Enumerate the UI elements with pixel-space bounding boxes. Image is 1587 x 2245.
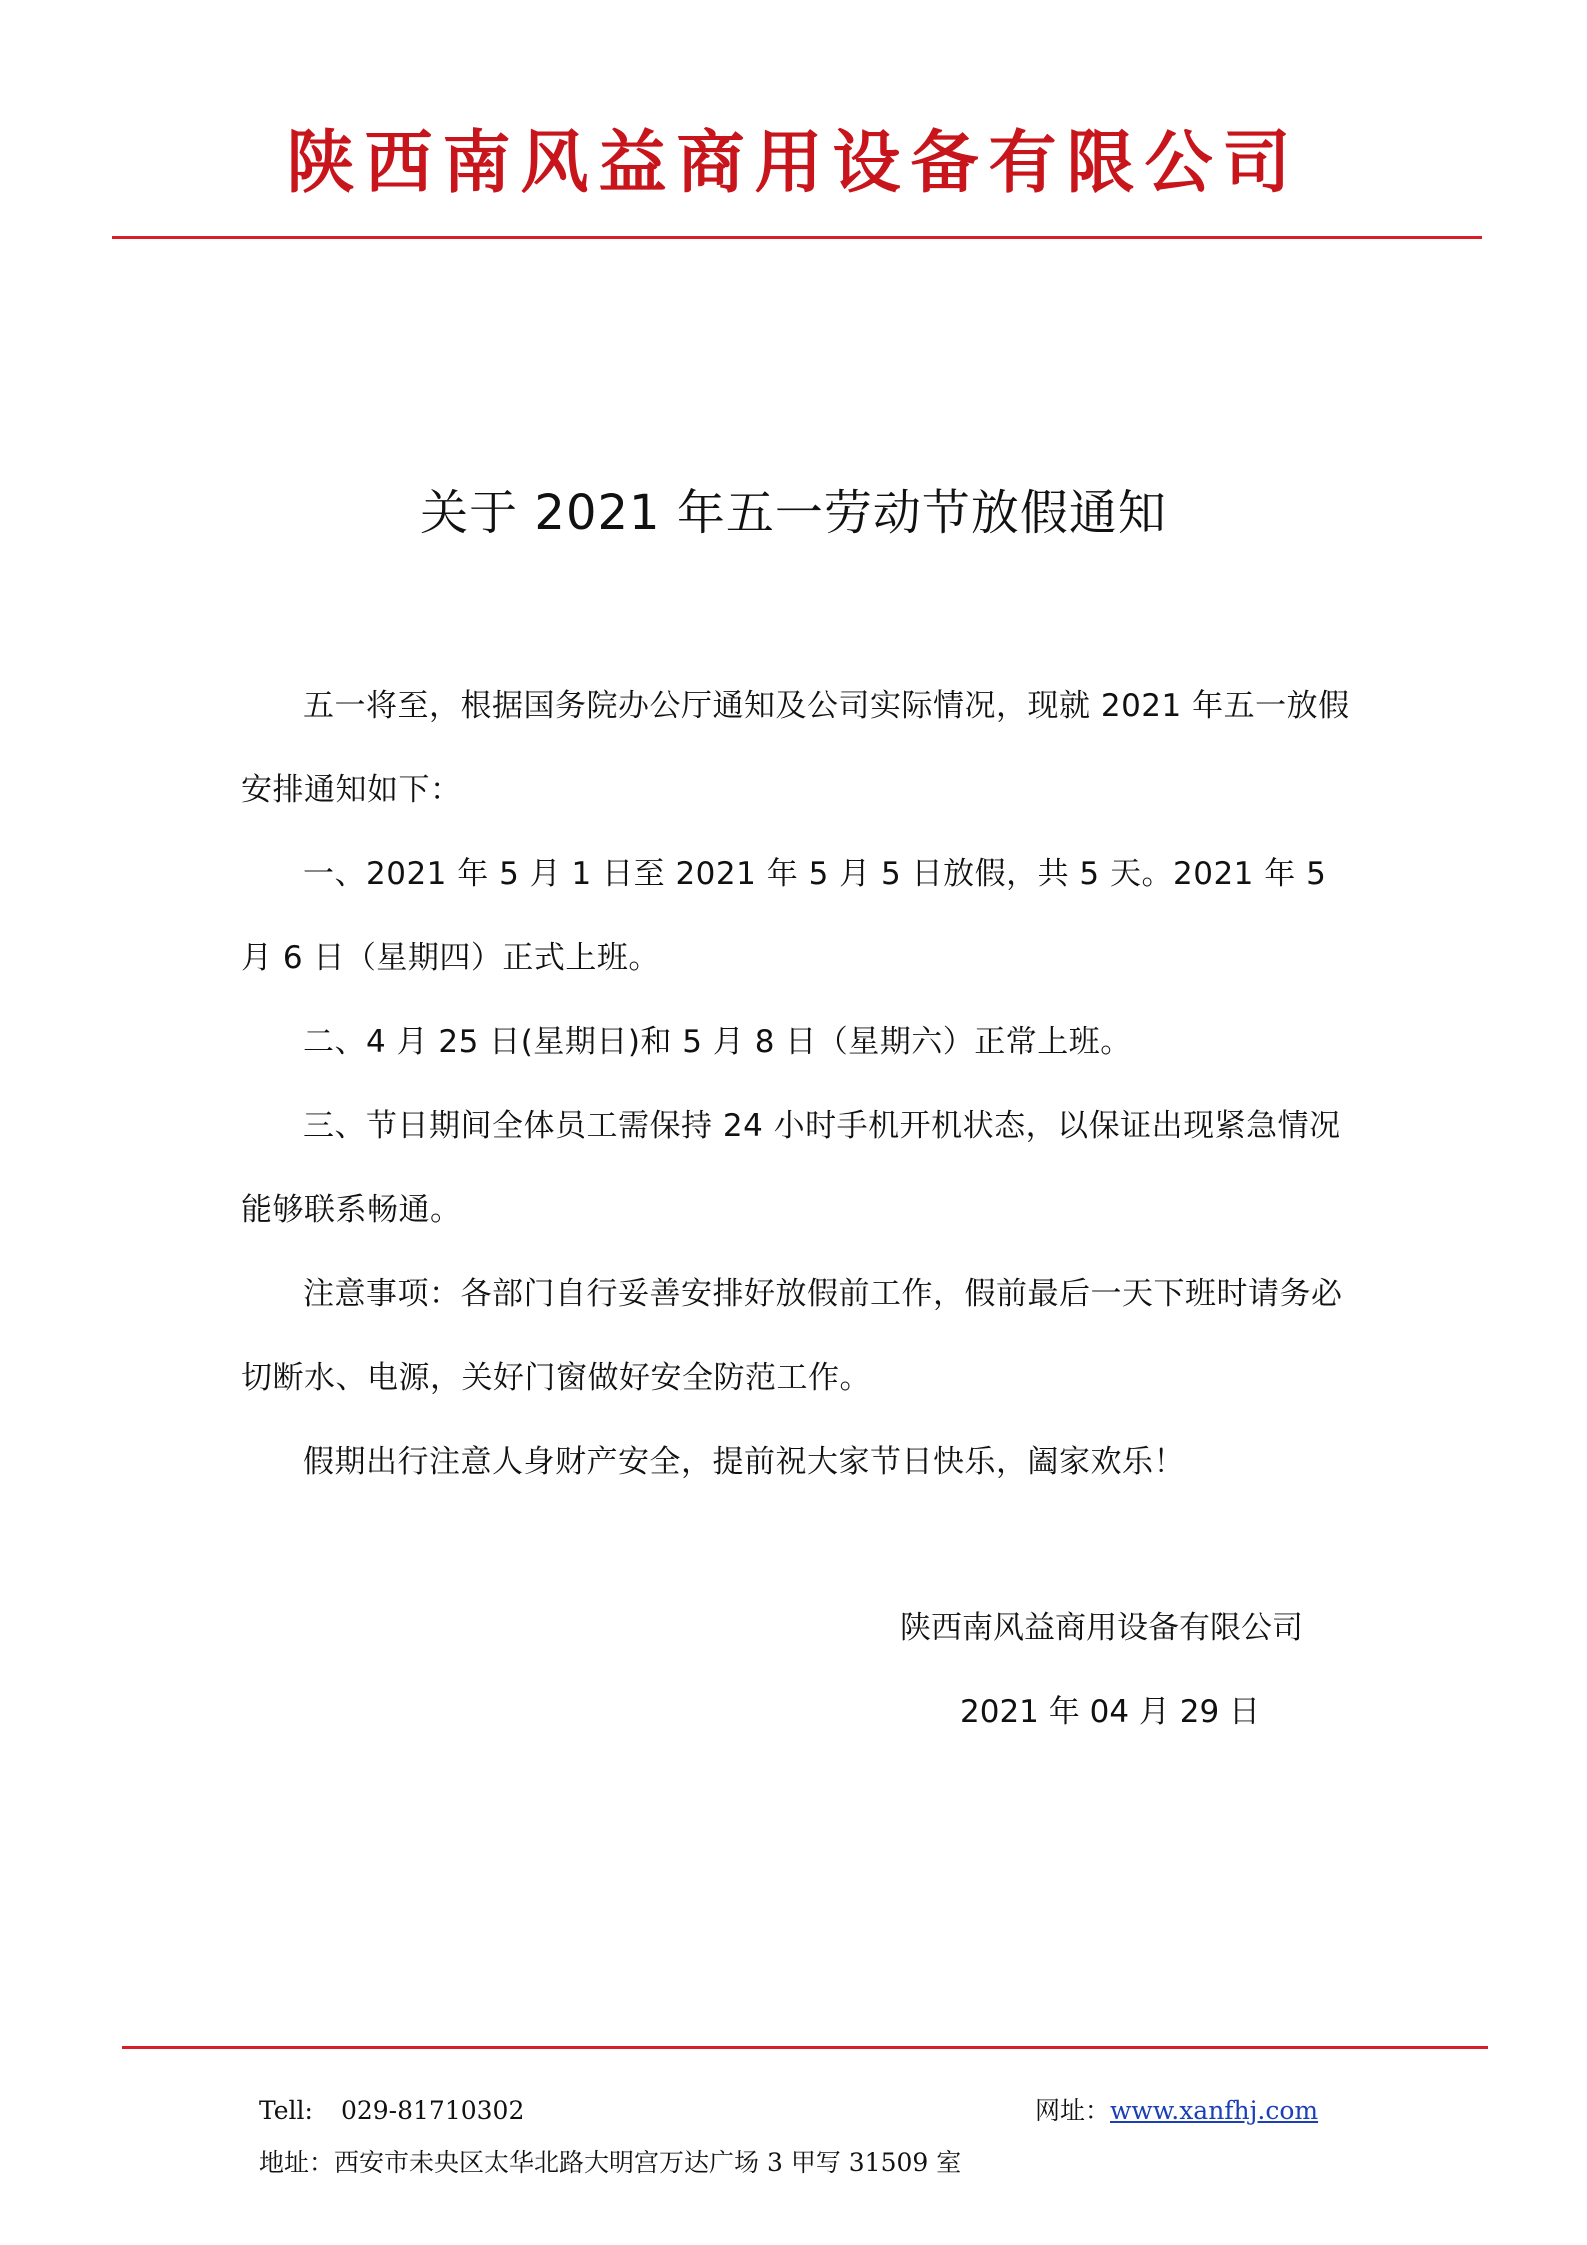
paragraph-item-2: 二、4 月 25 日(星期日)和 5 月 8 日（星期六）正常上班。 <box>303 1024 1132 1060</box>
footer-divider <box>122 2046 1488 2049</box>
phone-label: Tell: <box>259 2096 313 2125</box>
paragraph-notes: 注意事项：各部门自行妥善安排好放假前工作，假前最后一天下班时请务必切断水、电源，关好门窗做好安全防范工作。 <box>241 1276 1343 1396</box>
document-title: 关于 2021 年五一劳动节放假通知 <box>420 485 1167 541</box>
address-label: 地址： <box>259 2148 335 2177</box>
website-link[interactable]: www.xanfhj.com <box>1110 2096 1319 2125</box>
paragraph-closing: 假期出行注意人身财产安全，提前祝大家节日快乐，阖家欢乐！ <box>303 1444 1185 1480</box>
notice-body <box>241 664 1361 1504</box>
signature-date: 2021 年 04 月 29 日 <box>960 1694 1261 1730</box>
phone-number: 029-81710302 <box>340 2096 525 2125</box>
signature-block <box>900 1586 1303 1754</box>
footer-address <box>259 2145 961 2181</box>
footer-website <box>1035 2093 1318 2129</box>
footer-phone <box>259 2093 524 2129</box>
paragraph-intro: 五一将至，根据国务院办公厅通知及公司实际情况，现就 2021 年五一放假安排通知如下： <box>241 688 1350 808</box>
letterhead-company-name: 陕西南风益商用设备有限公司 <box>286 123 1301 203</box>
header-divider <box>112 236 1482 239</box>
address-value: 西安市未央区太华北路大明宫万达广场 3 甲写 31509 室 <box>334 2148 962 2177</box>
signature-company: 陕西南风益商用设备有限公司 <box>900 1610 1303 1646</box>
paragraph-item-1: 一、2021 年 5 月 1 日至 2021 年 5 月 5 日放假，共 5 天。2021 年 5 月 6 日（星期四）正式上班。 <box>241 856 1327 976</box>
paragraph-item-3: 三、节日期间全体员工需保持 24 小时手机开机状态，以保证出现紧急情况能够联系畅通。 <box>241 1108 1341 1228</box>
website-label: 网址： <box>1035 2096 1111 2125</box>
